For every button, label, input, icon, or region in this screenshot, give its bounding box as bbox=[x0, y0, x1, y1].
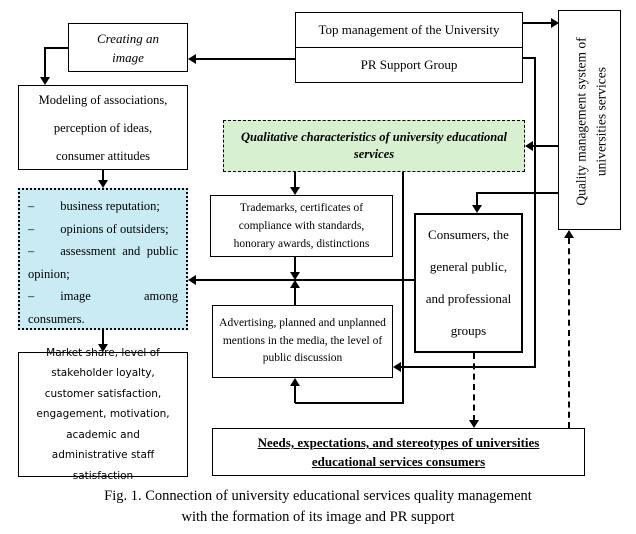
arrowhead-down-icon bbox=[290, 187, 300, 195]
arrowhead-down-icon bbox=[40, 77, 50, 85]
arrowhead-up-icon bbox=[290, 378, 300, 386]
arrowhead-left-icon bbox=[525, 141, 533, 151]
arrowhead-left-icon bbox=[188, 275, 196, 285]
pr-support-group-label: PR Support Group bbox=[296, 47, 522, 82]
creating-image-box: Creating an image bbox=[68, 23, 188, 72]
arrow-consumers-to-factors bbox=[196, 279, 414, 281]
advertising-box bbox=[212, 305, 393, 378]
arrowhead-down-icon bbox=[98, 344, 108, 352]
top-management-pr-box bbox=[295, 12, 523, 83]
arrow-pr-to-advertising bbox=[401, 366, 535, 368]
arrow-trademarks-down bbox=[294, 257, 296, 273]
image-factors-item: – assessment and public opinion; bbox=[28, 244, 178, 281]
arrow-pr-to-advertising bbox=[534, 57, 536, 368]
figure-caption: Fig. 1. Connection of university educational services quality management with the formation of its image and PR support bbox=[104, 488, 532, 525]
quality-management-system-box bbox=[558, 10, 621, 230]
arrowhead-down-icon bbox=[98, 180, 108, 188]
arrow-creating-to-modeling bbox=[44, 47, 46, 77]
modeling-associations-box: Modeling of associations, perception of ideas, consumer attitudes bbox=[18, 85, 188, 170]
needs-label: Needs, expectations, and stereotypes of universities educational services consumers bbox=[257, 435, 540, 469]
arrowhead-down-icon bbox=[472, 205, 482, 213]
arrowhead-up-icon bbox=[290, 280, 300, 288]
trademarks-label: Trademarks, certificates of compliance with standards, honorary awards, distinctions bbox=[233, 202, 370, 250]
arrow-advertising-up bbox=[294, 288, 296, 306]
top-management-label: Top management of the University bbox=[318, 21, 500, 37]
market-share-label: Market share, level of stakeholder loyalty, customer satisfaction, engagement, motivation, academic and administrative staff satisfaction bbox=[36, 346, 170, 482]
advertising-label: Advertising, planned and unplanned mentions in the media, the level of public discussion bbox=[219, 317, 386, 365]
trademarks-box bbox=[210, 195, 393, 257]
arrow-qualitative-to-advertising bbox=[294, 386, 296, 403]
dashed-arrow-needs-to-quality bbox=[568, 238, 570, 428]
arrowhead-down-icon bbox=[469, 420, 479, 428]
arrow-qualitative-to-trademarks bbox=[294, 172, 296, 188]
arrow-pr-to-creating bbox=[196, 58, 295, 60]
arrowhead-right-icon bbox=[551, 18, 559, 28]
arrow-creating-to-modeling bbox=[45, 47, 68, 49]
market-share-box bbox=[18, 346, 188, 482]
arrow-topmgmt-to-quality bbox=[523, 22, 552, 24]
arrow-qualitative-to-advertising bbox=[295, 402, 404, 404]
arrowhead-up-icon bbox=[564, 230, 574, 238]
arrow-quality-to-consumers bbox=[476, 192, 478, 206]
quality-management-system-label: Quality management system of universities services bbox=[572, 36, 608, 206]
consumers-box: Consumers, the general public, and professional groups bbox=[414, 213, 523, 353]
image-factors-item: – opinions of outsiders; bbox=[28, 221, 169, 236]
arrow-quality-to-consumers bbox=[477, 192, 558, 194]
arrow-qualitative-to-advertising bbox=[402, 172, 404, 404]
image-factors-item: – image among consumers. bbox=[28, 289, 178, 326]
dashed-arrow-consumers-to-needs bbox=[473, 353, 475, 421]
image-factors-box bbox=[18, 188, 188, 330]
arrow-factors-to-market bbox=[102, 330, 104, 345]
qualitative-characteristics-label: Qualitative characteristics of university educational services bbox=[241, 130, 507, 161]
needs-box bbox=[212, 428, 585, 476]
arrow-quality-to-qualitative bbox=[533, 145, 558, 147]
image-factors-item: – business reputation; bbox=[28, 199, 160, 213]
qualitative-characteristics-box bbox=[223, 120, 525, 172]
arrowhead-left-icon bbox=[393, 362, 401, 372]
arrowhead-left-icon bbox=[188, 54, 196, 64]
